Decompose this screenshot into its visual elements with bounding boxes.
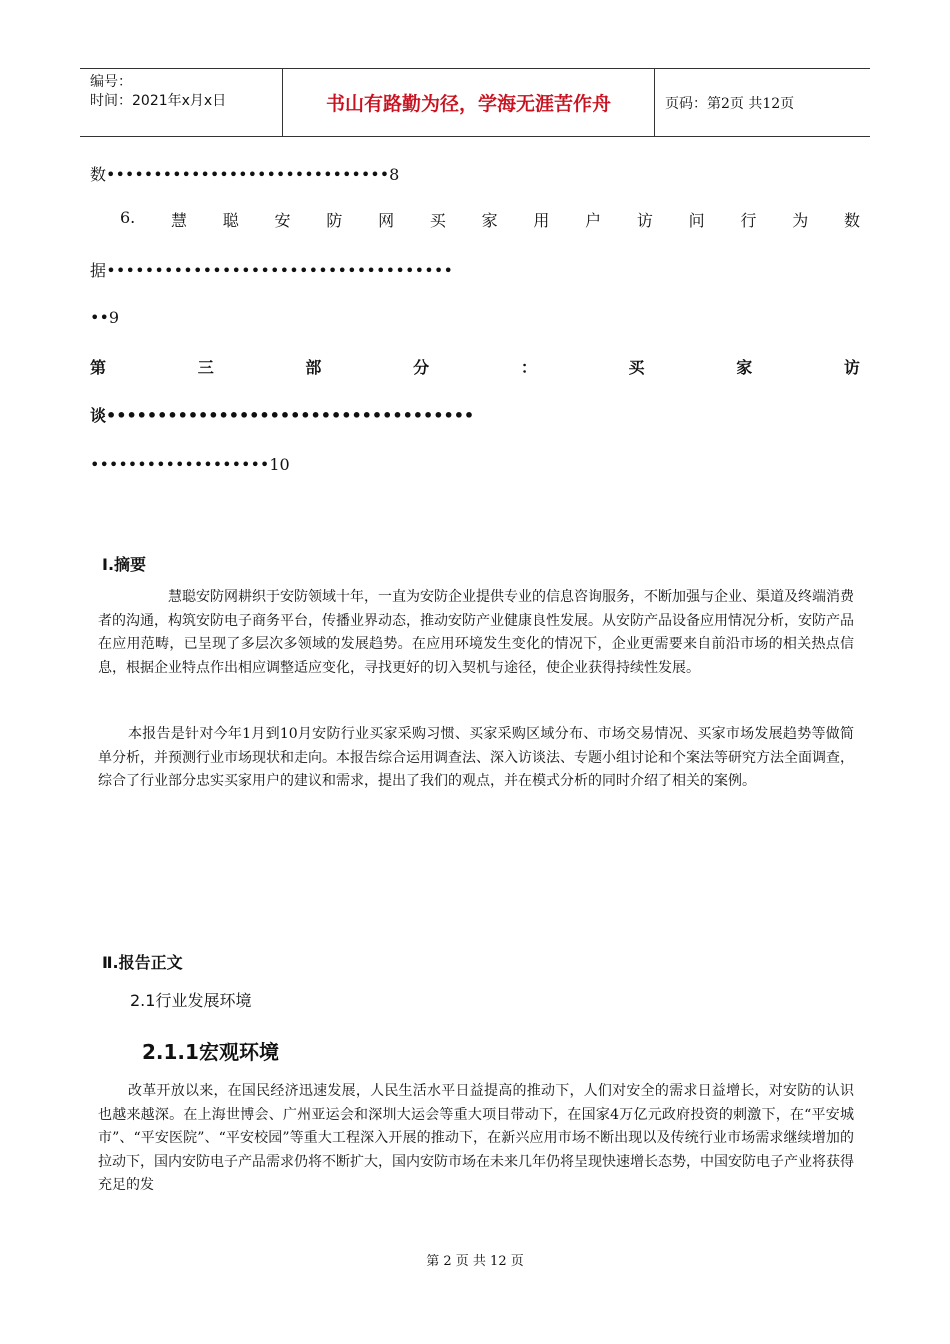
toc-char: 三	[197, 358, 214, 377]
toc-line-1: 数••••••••••••••••••••••••••••••8	[90, 165, 400, 184]
toc-char: 分	[413, 358, 430, 377]
toc-line-6: 谈••••••••••••••••••••••••••••••••••••	[90, 406, 475, 425]
body-paragraph-1: 改革开放以来，在国民经济迅速发展，人民生活水平日益提高的推动下，人们对安全的需求日益增长，对安防的认识也越来越深。在上海世博会、广州亚运会和深圳大运会等重大项目带动下，在国家4万亿元政府投资的刺激下，在“平安城市”、“平安医院”、“平安校园”等重大工程深入开展的推动下，在新兴应用市场不断出现以及传统行业市场需求继续增加的拉动下，国内安防电子产品需求仍将不断扩大，国内安防市场在未来几年仍将呈现快速增长态势，中国安防电子产业将获得充足的发	[98, 1083, 854, 1193]
abstract-paragraph-2: 本报告是针对今年1月到10月安防行业买家采购习惯、买家采购区域分布、市场交易情况、买家市场发展趋势等做简单分析，并预测行业市场现状和走向。本报告综合运用调查法、深入访谈法、专题小组讨论和个案法等研究方法全面调查，综合了行业部分忠实买家用户的建议和需求，提出了我们的观点，并在模式分析的同时介绍了相关的案例。	[98, 726, 854, 789]
subsection-2-1: 2.1行业发展环境	[130, 991, 252, 1010]
toc-line-7: •••••••••••••••••••10	[90, 455, 290, 474]
toc-char: 买	[429, 211, 446, 230]
page-footer: 第 2 页 共 12 页	[426, 1254, 524, 1269]
toc-char: 行	[740, 211, 757, 230]
body-heading: Ⅱ.报告正文	[102, 953, 183, 972]
abstract-paragraph-1: 慧聪安防网耕织于安防领域十年，一直为安防企业提供专业的信息咨询服务，不断加强与企业、渠道及终端消费者的沟通，构筑安防电子商务平台，传播业界动态，推动安防产业健康良性发展。从安防产品设备应用情况分析，安防产品在应用范畴，已呈现了多层次多领域的发展趋势。在应用环境发生变化的情况下，企业更需要来自前沿市场的相关热点信息，根据企业特点作出相应调整适应变化，寻找更好的切入契机与途径，使企业获得持续性发展。	[98, 589, 854, 676]
toc-line-3: 据••••••••••••••••••••••••••••••••••••	[90, 261, 454, 280]
toc-char: 网	[378, 211, 395, 230]
toc-part-3	[90, 355, 860, 378]
toc-line-4: ••9	[90, 308, 120, 327]
toc-char: 慧	[171, 211, 188, 230]
toc-char: 6.	[120, 208, 136, 227]
header-page-info: 页码：第2页 共12页	[665, 95, 795, 112]
toc-char: 家	[481, 211, 498, 230]
toc-char: 数	[843, 211, 860, 230]
toc-char: 问	[688, 211, 705, 230]
page-header	[80, 68, 870, 137]
toc-char: 买	[628, 358, 645, 377]
toc-char: 访	[843, 358, 860, 377]
toc-char: 家	[736, 358, 753, 377]
toc-item-6	[90, 208, 860, 231]
toc-char: 用	[533, 211, 550, 230]
doc-date: 时间：2021年x月x日	[90, 93, 227, 109]
doc-number-label: 编号：	[90, 74, 132, 90]
abstract-heading: Ⅰ.摘要	[102, 555, 147, 574]
toc-char: 防	[326, 211, 343, 230]
toc-char: 户	[585, 211, 602, 230]
toc-char: 第	[90, 358, 107, 377]
subsection-2-1-1: 2.1.1宏观环境	[142, 1040, 279, 1064]
toc-char: 为	[792, 211, 809, 230]
toc-char: 访	[636, 211, 653, 230]
toc-char: ：	[520, 358, 537, 377]
toc-char: 安	[274, 211, 291, 230]
header-meta	[80, 69, 282, 136]
toc-char: 部	[305, 358, 322, 377]
toc-char: 聪	[222, 211, 239, 230]
header-motto: 书山有路勤为径，学海无涯苦作舟	[282, 69, 655, 136]
